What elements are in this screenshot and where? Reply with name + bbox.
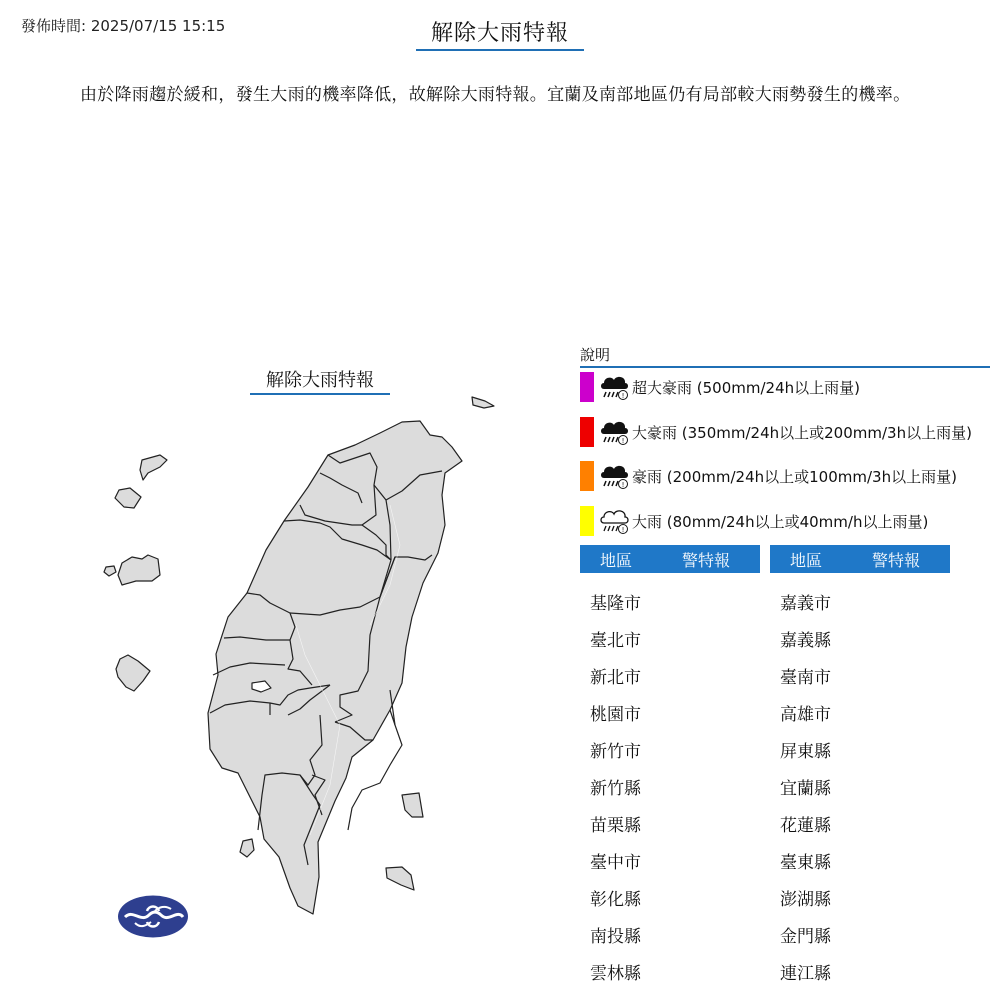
legend-item-extremely-heavy-rain [580,461,957,491]
region-name: 嘉義縣 [780,631,831,651]
region-row [770,889,831,926]
map-title: 解除大雨特報 [250,366,390,395]
region-row [770,704,831,741]
region-row [770,926,831,963]
region-list-left [580,593,641,1000]
region-row [580,667,641,704]
region-table-header-right [770,545,950,573]
region-name: 臺中市 [590,853,641,873]
penghu-island-north [140,455,167,480]
legend-item-heavy-rain [580,506,928,536]
legend-swatch [580,506,594,536]
region-column-header: 地區 [789,550,822,570]
region-row [770,815,831,852]
legend-swatch [580,372,594,402]
region-row [580,926,641,963]
region-row [580,815,641,852]
region-row [580,630,641,667]
legend-swatch [580,461,594,491]
extreme-rain-warning-icon [598,372,630,402]
region-row [580,852,641,889]
region-name: 屏東縣 [780,742,831,762]
legend-item-extreme-rain [580,372,860,402]
region-name: 新北市 [590,668,641,688]
region-row [770,741,831,778]
region-name: 高雄市 [780,705,831,725]
svg-text:!: ! [621,392,625,400]
region-row [770,963,831,1000]
orchid-island [386,867,414,890]
region-name: 嘉義市 [780,594,831,614]
region-row [770,778,831,815]
region-name: 基隆市 [590,594,641,614]
region-row [770,852,831,889]
region-row [580,963,641,1000]
issue-time: 發佈時間: 2025/07/15 15:15 [21,17,226,35]
region-row [580,704,641,741]
legend-label: 大雨 (80mm/24h以上或40mm/h以上雨量) [632,512,929,531]
warning-column-header: 警特報 [871,550,920,570]
taiwan-map [90,385,510,930]
region-name: 彰化縣 [590,890,641,910]
legend-label: 豪雨 (200mm/24h以上或100mm/3h以上雨量) [632,467,957,486]
legend-label: 大豪雨 (350mm/24h以上或200mm/3h以上雨量) [632,423,972,442]
torrential-rain-warning-icon [598,417,630,447]
region-column-header: 地區 [599,550,632,570]
region-name: 連江縣 [780,964,831,984]
region-name: 苗栗縣 [590,816,641,836]
legend-header: 說明 [580,344,990,368]
region-row [580,741,641,778]
region-row [580,778,641,815]
region-row [580,889,641,926]
penghu-islet [104,566,116,576]
extremely-heavy-rain-warning-icon [598,461,630,491]
legend-label: 超大豪雨 (500mm/24h以上雨量) [632,378,860,397]
penghu-island-main [118,555,160,585]
penghu-island-south [116,655,150,691]
region-name: 桃園市 [590,705,641,725]
svg-text:!: ! [621,526,625,534]
cwa-logo [117,895,189,938]
legend-swatch [580,417,594,447]
region-row [770,593,831,630]
region-name: 臺北市 [590,631,641,651]
region-name: 南投縣 [590,927,641,947]
warning-column-header: 警特報 [681,550,730,570]
region-name: 花蓮縣 [780,816,831,836]
region-row [770,630,831,667]
region-name: 宜蘭縣 [780,779,831,799]
region-name: 臺南市 [780,668,831,688]
region-name: 雲林縣 [590,964,641,984]
svg-text:!: ! [621,481,625,489]
region-table-header-left [580,545,760,573]
region-name: 澎湖縣 [780,890,831,910]
region-list-right [770,593,831,1000]
heavy-rain-warning-icon [598,506,630,536]
region-name: 新竹市 [590,742,641,762]
penghu-island-west [115,488,141,508]
region-name: 臺東縣 [780,853,831,873]
region-name: 新竹縣 [590,779,641,799]
liuqiu-island [240,839,254,857]
green-island [402,793,423,817]
guishan-island [472,397,494,408]
svg-text:!: ! [621,437,625,445]
legend-item-torrential-rain [580,417,972,447]
warning-description: 由於降雨趨於緩和，發生大雨的機率降低，故解除大雨特報。宜蘭及南部地區仍有局部較大雨勢發生的機率。 [80,85,911,105]
page-title: 解除大雨特報 [416,16,584,51]
region-name: 金門縣 [780,927,831,947]
region-row [580,593,641,630]
region-row [770,667,831,704]
